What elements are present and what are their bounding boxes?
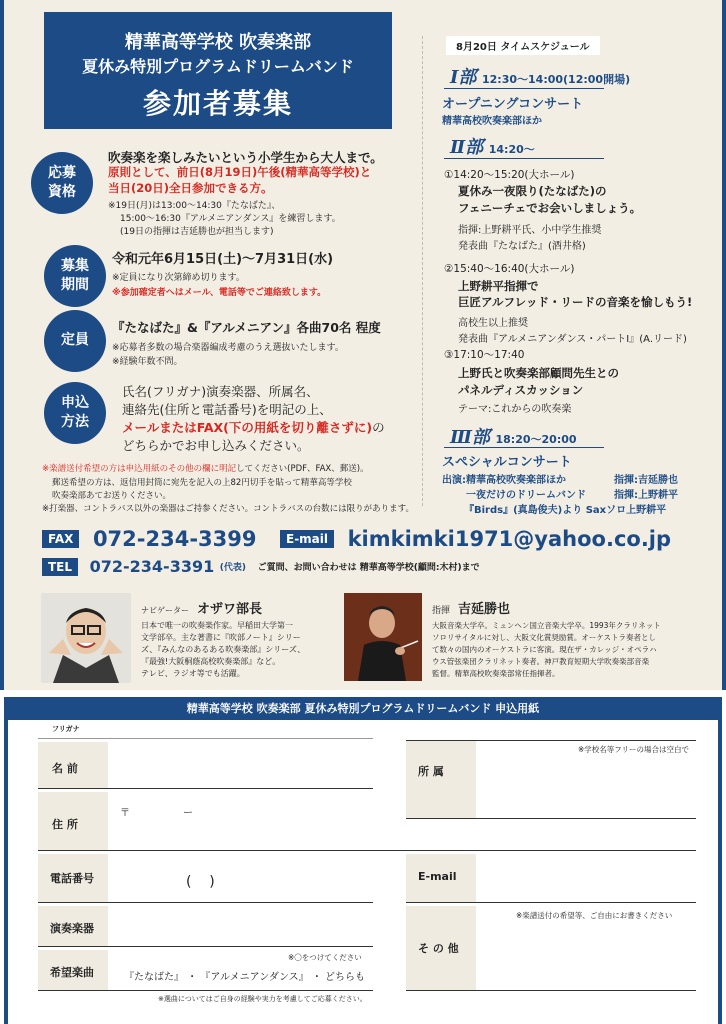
other-label: そ の 他 [418,942,459,955]
affil-label-cell [406,740,476,818]
apply-line-2: 連絡先(住所と電話番号)を明記の上、 [122,402,332,417]
part3-heading [450,423,577,449]
part3-row1a: 出演:精華高校吹奏楽部ほか [442,475,566,486]
phone-field[interactable] [108,854,373,902]
navigator-heading [141,598,262,617]
phone-label: 電話番号 [50,872,94,885]
title-line-3: 参加者募集 [142,87,293,120]
form-footer-note: ※選曲についてはご自身の経験や実力を考慮してご応募ください。 [158,995,367,1003]
s2-detail-2: 発表曲『アルメニアンダンス・パートⅠ』(A.リード) [458,334,687,345]
title-line-1: 精華高等学校 吹奏楽部 [124,32,312,53]
postal-mark: 〒 [120,808,130,819]
navigator-role: ナビゲーター [141,606,189,615]
affil-note: ※学校名等フリーの場合は空白で [578,745,689,754]
navigator-bio-1: 日本で唯一の吹奏楽作家。早稲田大学第一 [141,621,293,630]
s1-detail-1: 指揮:上野耕平氏、小中学生推奨 [458,225,602,236]
part3-row3: 『Birds』(真島俊夫)より Saxソロ上野耕平 [464,505,667,516]
rule [38,850,696,851]
form-title-bar: 精華高等学校 吹奏楽部 夏休み特別プログラムドリームバンド 申込用紙 [4,697,722,720]
email-field[interactable] [476,854,696,902]
navigator-bio-3: ズ、『みんなのあるある吹奏楽部』シリーズ、 [141,645,306,654]
note-1-red: ※楽譜送付希望の方は申込用紙のその他の欄に明記 [42,464,237,474]
wish-options[interactable]: 『たなばた』 ・ 『アルメニアンダンス』 ・ どちらも [124,972,366,983]
conductor-bio-5: 監督。精華高校吹奏楽部常任指揮者。 [432,669,560,678]
tel-contact [42,556,480,576]
instrument-field[interactable] [108,906,373,946]
capacity-note-2: ※経験年数不問。 [112,357,183,367]
navigator-bio-5: テレビ、ラジオ等でも活躍。 [141,669,245,678]
email-address[interactable]: kimkimki1971@yahoo.co.jp [347,527,672,551]
affil-label: 所 属 [418,765,444,778]
name-label: 名 前 [52,762,78,775]
s3-detail-1: テーマ:これからの吹奏楽 [458,404,572,415]
part3-num: Ⅲ部 [450,427,490,448]
part3-title: スペシャルコンサート [442,455,572,470]
apply-line-1: 氏名(フリガナ)演奏楽器、所属名、 [122,384,319,399]
fax-contact [42,527,257,551]
badge-text: 申込 [61,395,89,411]
conductor-name: 吉延勝也 [458,602,511,617]
rule [38,738,373,739]
part2-heading [450,133,535,159]
apply-line-3 [122,418,385,436]
conductor-role: 指揮 [432,606,451,616]
note-4: ※打楽器、コントラバス以外の楽器はご持参ください。コントラバスの台数には限りがあります。 [42,504,414,514]
fax-number: 072-234-3399 [92,527,257,551]
title-line-2: 夏休み特別プログラムドリームバンド [82,57,354,76]
wish-note: ※〇をつけてください [288,953,362,962]
badge-text: 定員 [61,332,89,348]
badge-text: 期間 [61,277,89,293]
apply-line-3-red: メールまたはFAX(下の用紙を切り離さずに) [122,420,373,435]
name-field[interactable] [108,742,373,788]
part3-row2b: 指揮:上野耕平 [614,490,678,501]
conductor-bio-1: 大阪音楽大学卒。ミュンヘン国立音楽大学卒。1993年クラリネット [432,621,661,630]
eligibility-note-3: (19日の指揮は吉延勝也が担当します) [120,227,274,237]
email-label: E-mail [280,530,334,548]
rule [406,818,696,819]
address-field[interactable] [108,792,398,850]
eligibility-main: 吹奏楽を楽しみたいという小学生から大人まで。 [108,150,383,165]
furigana-label: フリガナ [52,725,80,733]
wish-label: 希望楽曲 [50,966,94,979]
rule [38,902,373,903]
navigator-photo-art [41,593,131,683]
apply-line-4: どちらかでお申し込みください。 [122,438,310,453]
part1-sub: 精華高校吹奏楽部ほか [442,116,542,127]
email-label-form: E-mail [418,870,457,883]
badge-text: 方法 [61,414,89,430]
s3-time: ③17:10〜17:40 [444,349,525,361]
fax-label: FAX [42,530,79,548]
part1-num: Ⅰ部 [450,67,477,88]
eligibility-red-1: 原則として、前日(8月19日)午後(精華高等学校)と [108,165,372,179]
rule [444,88,604,89]
note-3: 吹奏楽部あてお送りください。 [52,491,172,501]
part1-title: オープニングコンサート [442,97,584,112]
s3-title-2: パネルディスカッション [458,383,584,397]
part2-time: 14:20〜 [488,143,535,156]
conductor-bio-3: て数々の国内のオーケストラに客演。現在ザ・カレッジ・オペラハ [432,645,657,654]
rule [444,158,604,159]
capacity-main: 『たなばた』&『アルメニアン』各曲70名 程度 [112,320,381,335]
eligibility-note-2: 15:00〜16:30『アルメニアンダンス』を練習します。 [120,214,341,224]
part1-heading [450,63,630,89]
postal-dash: ー [183,808,193,819]
s1-title-1: 夏休み一夜限り(たなばた)の [458,184,607,198]
affil-field[interactable] [476,740,696,818]
badge-text: 募集 [61,258,89,274]
schedule-header: 8月20日 タイムスケジュール [446,36,600,55]
note-2: 郵送希望の方は、返信用封筒に宛先を記入の上82円切手を貼って精華高等学校 [52,478,352,488]
navigator-name: オザワ部長 [197,602,263,617]
rule [406,990,696,991]
s1-time: ①14:20〜15:20(大ホール) [444,169,575,181]
application-form [4,720,722,1024]
part3-row1b: 指揮:吉延勝也 [614,475,678,486]
period-note-1: ※定員になり次第締め切ります。 [112,273,245,283]
tel-note: (代表) [219,563,247,573]
note-1-rest: してください(PDF、FAX、郵送)。 [236,464,369,474]
rule [38,946,373,947]
badge-text: 資格 [48,184,76,200]
instrument-label: 演奏楽器 [50,922,94,935]
s1-detail-2: 発表曲『たなばた』(酒井格) [458,241,586,252]
navigator-bio-2: 文学部卒。主な著書に『吹部ノート』シリー [141,633,301,642]
part3-row2a: 一夜だけのドリームバンド [466,490,586,501]
rule [38,788,373,789]
divider [422,36,423,506]
part3-time: 18:20〜20:00 [495,433,577,446]
tel-label: TEL [42,558,78,576]
conductor-bio-4: ウス管弦楽団クラリネット奏者。神戸教育短期大学吹奏楽部音楽 [432,657,650,666]
s2-title-1: 上野耕平指揮で [458,279,539,293]
badge-apply [44,382,106,444]
navigator-photo [41,593,131,683]
badge-eligibility [31,152,93,214]
s1-title-2: フェニーチェでお会いしましょう。 [458,201,642,215]
conductor-photo [344,593,422,681]
navigator-bio-4: 『最強!大阪桐蔭高校吹奏楽部』など。 [141,657,281,666]
address-label: 住 所 [52,818,78,831]
eligibility-red-2: 当日(20日)全日参加できる方。 [108,181,273,195]
title-box [44,12,392,129]
s2-detail-1: 高校生以上推奨 [458,318,528,329]
badge-capacity [44,310,106,372]
part2-num: Ⅱ部 [450,137,484,158]
other-note: ※楽譜送付の希望等、ご自由にお書きください [516,911,673,920]
s3-title-1: 上野氏と吹奏楽部顧問先生との [458,366,619,380]
note-1 [42,462,369,474]
rule [38,990,373,991]
inquiry-text: ご質問、お問い合わせは 精華高等学校(顧問:木村)まで [257,563,480,573]
capacity-note-1: ※応募者多数の場合楽器編成考慮のうえ選抜いたします。 [112,343,344,353]
period-main: 令和元年6月15日(土)〜7月31日(水) [112,252,334,267]
rule [406,902,696,903]
s2-title-2: 巨匠アルフレッド・リードの音楽を愉しもう! [458,295,693,309]
conductor-heading [432,598,510,617]
badge-period [44,245,106,307]
apply-line-3-rest: の [372,420,385,435]
tel-number: 072-234-3391 [89,557,215,576]
email-contact [280,527,671,551]
badge-text: 応募 [48,165,76,181]
part1-time: 12:30〜14:00(12:00開場) [482,73,631,86]
phone-paren: ( ) [186,874,215,890]
conductor-photo-art [344,593,422,681]
eligibility-note-1: ※19日(月)は13:00〜14:30『たなばた』、 [108,201,281,211]
period-note-2: ※参加確定者へはメール、電話等でご連絡致します。 [112,288,327,298]
conductor-bio-2: ソロリサイタルに対し、大阪文化賞奨励賞。オーケストラ奏者とし [432,633,657,642]
other-field[interactable] [476,920,696,990]
rule [444,447,604,448]
s2-time: ②15:40〜16:40(大ホール) [444,263,575,275]
